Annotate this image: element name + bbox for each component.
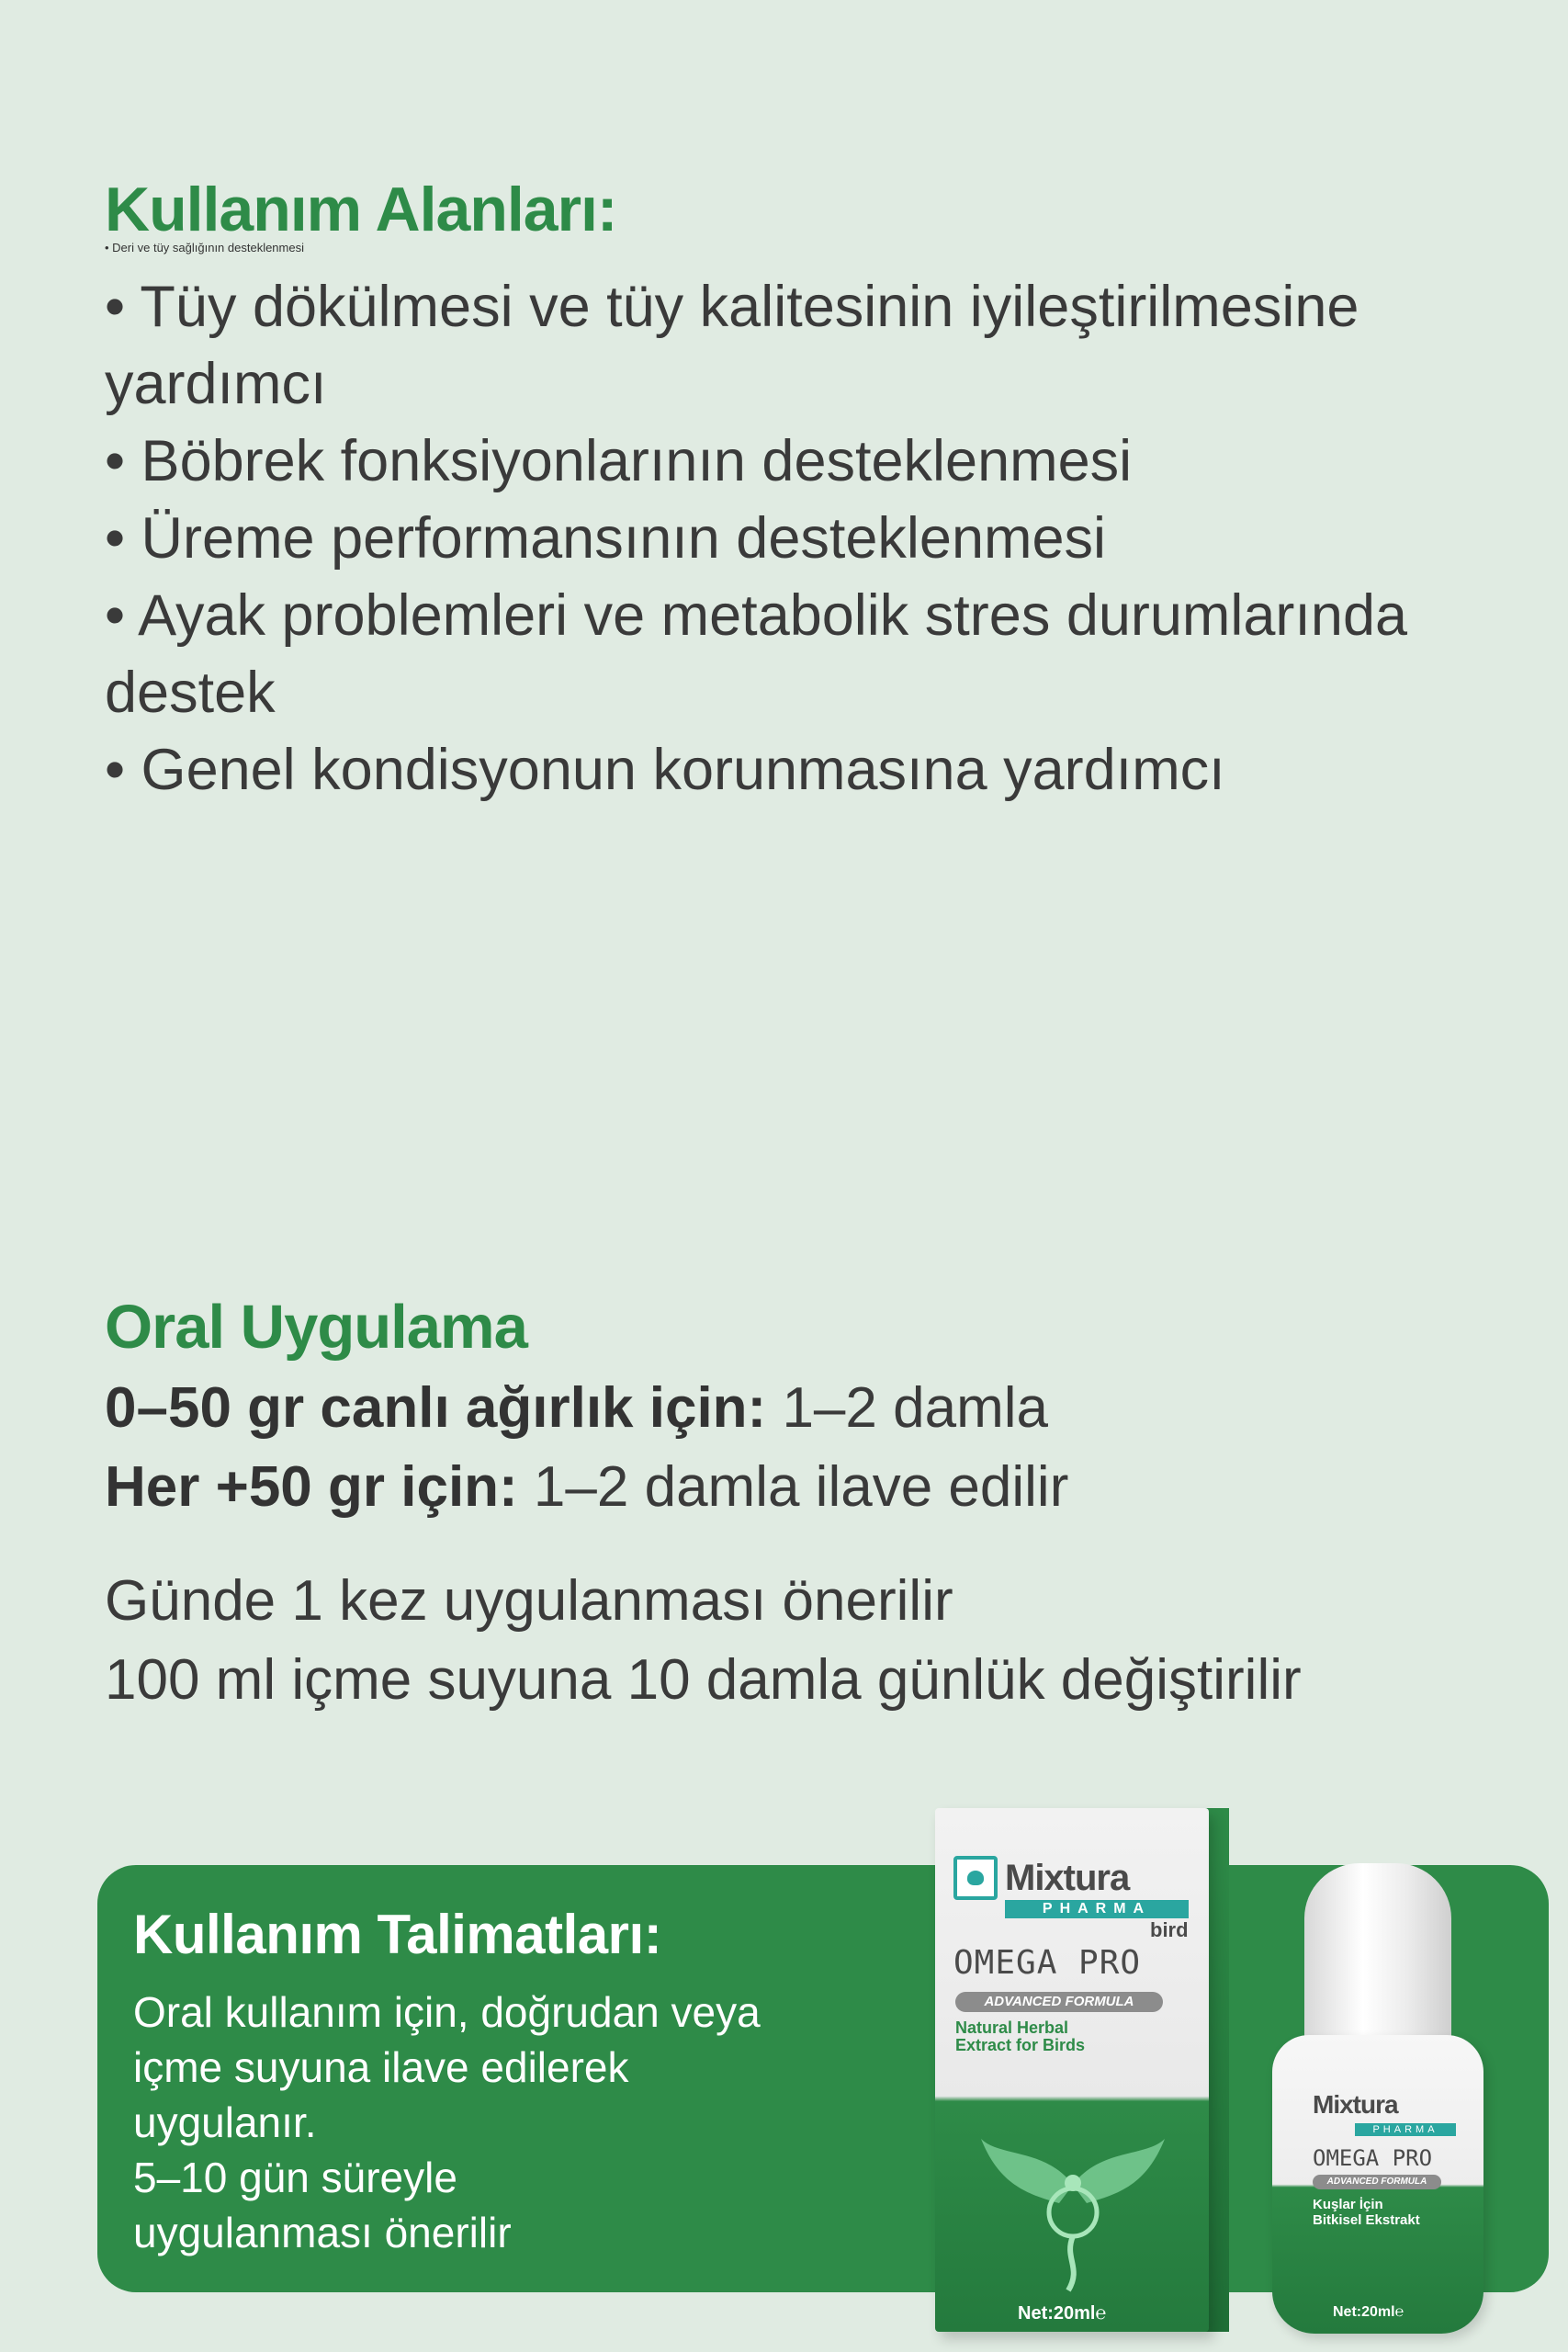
usage-note: • Deri ve tüy sağlığının desteklenmesi <box>105 241 304 254</box>
frequency-line-1: Günde 1 kez uygulanması önerilir <box>105 1569 953 1633</box>
usage-item: • Ayak problemleri ve metabolik stres durumlarında destek <box>105 583 1408 725</box>
box-formula-badge: ADVANCED FORMULA <box>955 1992 1163 2012</box>
bottle-product-name: OMEGA PRO <box>1313 2145 1433 2171</box>
instructions-line: içme suyuna ilave edilerek <box>133 2043 629 2091</box>
box-description <box>955 2019 1085 2054</box>
usage-title: Kullanım Alanları: <box>105 175 617 244</box>
usage-item: • Böbrek fonksiyonlarının desteklenmesi <box>105 429 1133 493</box>
box-brand-name: Mixtura <box>1005 1857 1130 1898</box>
instructions-line: Oral kullanım için, doğrudan veya <box>133 1988 761 2036</box>
box-brand-sub: PHARMA <box>1005 1900 1189 1918</box>
phoenix-bird-icon <box>972 2130 1174 2295</box>
instructions-line: uygulanması önerilir <box>133 2209 512 2256</box>
bottle-cap <box>1304 1863 1451 2056</box>
bottle-brand-sub: PHARMA <box>1355 2123 1456 2136</box>
instructions-text <box>133 1984 868 2260</box>
bottle-brand-name: Mixtura <box>1313 2090 1398 2119</box>
dose-2-label: Her +50 gr için: <box>105 1455 518 1519</box>
box-description-line: Extract for Birds <box>955 2036 1086 2054</box>
bottle-description-line: Kuşlar İçin <box>1313 2197 1383 2212</box>
usage-item: • Üreme performansının desteklenmesi <box>105 506 1107 571</box>
oral-title: Oral Uygulama <box>105 1293 527 1362</box>
frequency-line-2: 100 ml içme suyuna 10 damla günlük değiştirilir <box>105 1648 1302 1712</box>
usage-item: • Genel kondisyonun korunmasına yardımcı <box>105 738 1225 802</box>
paw-logo-icon <box>953 1856 998 1900</box>
bottle-description <box>1313 2197 1420 2228</box>
usage-item: • Tüy dökülmesi ve tüy kalitesinin iyileştirilmesine yardımcı <box>105 275 1359 416</box>
dose-1-value: 1–2 damla <box>766 1376 1048 1440</box>
bottle-formula-badge: ADVANCED FORMULA <box>1313 2175 1441 2189</box>
instructions-line: 5–10 gün süreyle <box>133 2154 457 2201</box>
bottle-net-volume: Net:20ml℮ <box>1333 2304 1404 2320</box>
box-brand-row <box>953 1856 1129 1900</box>
bottle <box>1272 2035 1483 2334</box>
dose-line-1 <box>105 1369 1048 1448</box>
dose-line-2 <box>105 1448 1068 1527</box>
dose-2-value: 1–2 damla ilave edilir <box>517 1455 1069 1519</box>
instructions-line: uygulanır. <box>133 2098 317 2146</box>
box-brand-species: bird <box>1150 1918 1189 1941</box>
box-description-line: Natural Herbal <box>955 2018 1069 2037</box>
dose-1-label: 0–50 gr canlı ağırlık için: <box>105 1376 767 1440</box>
instructions-title: Kullanım Talimatları: <box>133 1904 662 1965</box>
box-net-volume: Net:20ml℮ <box>1018 2303 1107 2324</box>
product-box <box>935 1808 1209 2332</box>
usage-list <box>105 268 1519 808</box>
bottle-description-line: Bitkisel Ekstrakt <box>1313 2212 1420 2228</box>
box-product-name: OMEGA PRO <box>953 1944 1142 1982</box>
